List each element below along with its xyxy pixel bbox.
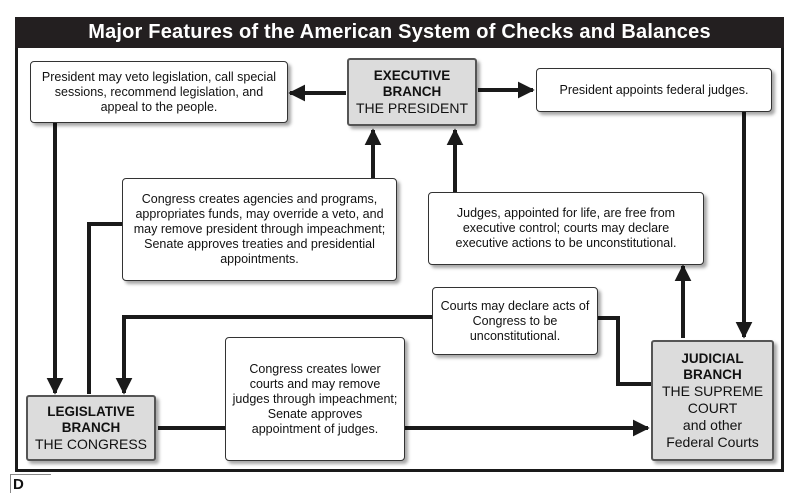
- executive-branch-name-2: BRANCH: [382, 83, 442, 99]
- judicial-branch-subtitle-4: Federal Courts: [666, 433, 759, 450]
- box-president-veto: [30, 61, 288, 123]
- judicial-branch-subtitle-1: THE SUPREME: [661, 382, 764, 399]
- judicial-branch-name-1: JUDICIAL: [681, 350, 744, 366]
- text-president-veto: President may veto legislation, call special sessions, recommend legislation, and appeal to the people.: [41, 69, 277, 114]
- text-judges-free: Judges, appointed for life, are free from executive control; courts may declare executive actions to be unconstitutional.: [455, 206, 677, 250]
- judicial-branch-subtitle-2: COURT: [687, 399, 738, 416]
- text-president-appoints: President appoints federal judges.: [559, 82, 749, 97]
- box-congress-courts: [225, 337, 405, 461]
- legislative-branch-name-1: LEGISLATIVE: [47, 403, 135, 419]
- executive-branch-subtitle: THE PRESIDENT: [355, 99, 468, 116]
- box-courts-declare-acts: [432, 287, 598, 355]
- judicial-branch-box: [651, 340, 774, 461]
- text-congress-agencies: Congress creates agencies and programs, appropriates funds, may override a veto, and may remove president through impeachment; Senate approves treaties and presidential appointments.: [133, 192, 386, 266]
- box-president-appoints: [536, 68, 772, 112]
- text-congress-courts: Congress creates lower courts and may remove judges through impeachment; Senate approves appointment of judges.: [232, 361, 398, 436]
- box-congress-agencies: [122, 178, 397, 281]
- text-courts-declare-acts: Courts may declare acts of Congress to be unconstitutional.: [440, 298, 590, 343]
- legislative-branch-name-2: BRANCH: [61, 419, 121, 435]
- legislative-branch-subtitle: THE CONGRESS: [34, 435, 147, 452]
- box-judges-free: [428, 192, 704, 265]
- line-legislative-to-congress-box: [89, 224, 122, 394]
- line-judicial-to-courts-box: [598, 318, 651, 384]
- judicial-branch-name-2: BRANCH: [683, 366, 742, 382]
- judicial-branch-subtitle-3: and other: [682, 416, 743, 433]
- option-letter: D: [13, 476, 24, 493]
- legislative-branch-box: [26, 395, 156, 461]
- executive-branch-name-1: EXECUTIVE: [373, 67, 451, 83]
- diagram-title: Major Features of the American System of Checks and Balances: [15, 17, 784, 48]
- executive-branch-box: [347, 58, 477, 126]
